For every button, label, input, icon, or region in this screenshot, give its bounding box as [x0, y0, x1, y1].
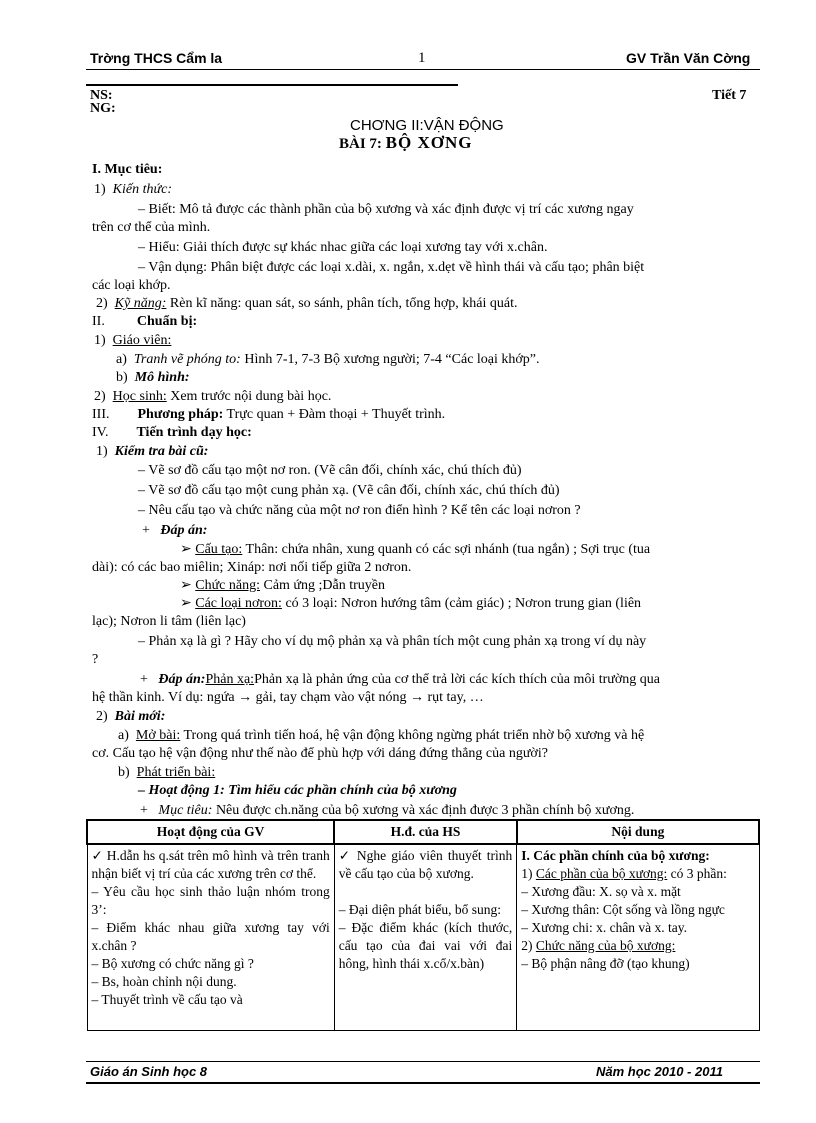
new-lesson: 2) Bài mới:: [96, 709, 166, 724]
content-title: I. Các phần chính của bộ xương:: [521, 848, 710, 863]
teacher-name: GV Trần Văn Cờng: [626, 50, 751, 66]
skills-line: 2) Kỹ năng: Rèn kĩ năng: quan sát, so sánh, phân tích, tổng hợp, khái quát.: [96, 296, 518, 311]
content-item: – Xương thân: Cột sống và lồng ngực: [521, 902, 725, 917]
knowledge-heading: 1) Kiến thức:: [94, 182, 173, 197]
table-row: [87, 844, 759, 1030]
teacher-prep: 1) Giáo viên:: [94, 333, 172, 348]
text-line: cơ. Cấu tạo hệ vận động như thế nào để phù hợp với dáng đứng thẳng của người?: [92, 746, 548, 761]
content-parts: 1) Các phần của bộ xương: có 3 phần:: [521, 866, 727, 881]
school-name: Trờng THCS Cẩm la: [90, 50, 223, 66]
col-header-gv: Hoạt động của GV: [87, 820, 334, 844]
page-number: 1: [418, 50, 426, 66]
content-item: – Xương đầu: X. sọ và x. mặt: [521, 884, 681, 899]
gv-item: – Thuyết trình về cấu tạo và: [91, 992, 243, 1007]
prep-a: a) Tranh vẽ phóng to: Hình 7-1, 7-3 Bộ xương người; 7-4 “Các loại khớp”.: [116, 352, 540, 367]
gv-item: – Yêu cầu học sinh thảo luận nhóm trong 3’:: [91, 884, 330, 917]
content-item: – Xương chi: x. chân và x. tay.: [521, 920, 688, 935]
prep-b: b) Mô hình:: [116, 370, 190, 385]
text-line: – Vận dụng: Phân biệt được các loại x.dài, x. ngắn, x.dẹt về hình thái và cấu tạo; phân biệt: [138, 260, 645, 275]
col-header-hs: H.đ. của HS: [334, 820, 517, 844]
question-line: – Vẽ sơ đồ cấu tạo một nơ ron. (Vẽ cân đối, chính xác, chú thích đủ): [138, 463, 522, 478]
content-cell: [517, 844, 759, 1030]
answer-structure: ➢ Cấu tạo: Thân: chứa nhân, xung quanh có các sợi nhánh (tua ngắn) ; Sợi trục (tua: [180, 542, 651, 557]
activity-1: – Hoạt động 1: Tìm hiểu các phần chính của bộ xương: [138, 783, 457, 798]
ns-label: NS:: [90, 88, 113, 103]
lesson-number: Tiết 7: [712, 88, 747, 103]
lesson-prefix: BÀI 7:: [339, 136, 382, 152]
section-objectives: I. Mục tiêu:: [92, 162, 163, 177]
col-header-content: Nội dung: [517, 820, 759, 844]
lesson-title: [339, 133, 472, 153]
activity-table: [86, 819, 760, 1031]
footer-left: Giáo án Sinh học 8: [90, 1064, 208, 1079]
answer-label: + Đáp án:: [142, 523, 208, 538]
old-lesson-check: 1) Kiểm tra bài cũ:: [96, 444, 209, 459]
text-line: – Biết: Mô tả được các thành phần của bộ xương và xác định được vị trí các xương ngay: [138, 202, 634, 217]
intro-line: a) Mở bài: Trong quá trình tiến hoá, hệ vận động không ngừng phát triển nhờ bộ xương và hệ: [118, 728, 645, 743]
hs-item: ✓ Nghe giáo viên thuyết trình về cấu tạo của bộ xương.: [338, 848, 513, 881]
hs-item: – Đại diện phát biểu, bổ sung:: [338, 902, 502, 917]
reflex-answer: + Đáp án:Phản xạ:Phản xạ là phản ứng của cơ thể trả lời các kích thích của môi trường qua: [140, 672, 660, 687]
text-line: các loại khớp.: [92, 278, 171, 293]
footer-rule: [86, 1061, 760, 1062]
gv-item: – Điểm khác nhau giữa xương tay với x.chân ?: [91, 920, 330, 953]
text-line: dài): có các bao miêlin; Xináp: nơi nối tiếp giữa 2 nơron.: [92, 560, 412, 575]
gv-item: – Bộ xương có chức năng gì ?: [91, 956, 254, 971]
question-line: – Vẽ sơ đồ cấu tạo một cung phản xạ. (Vẽ cân đối, chính xác, chú thích đủ): [138, 483, 560, 498]
section-prep: II. Chuẩn bị:: [92, 314, 198, 329]
question-line: – Phản xạ là gì ? Hãy cho ví dụ mộ phản xạ và phân tích một cung phản xạ trong ví dụ này: [138, 634, 647, 649]
ng-label: NG:: [90, 101, 116, 116]
footer-underline: [86, 1082, 760, 1084]
question-line: – Nêu cấu tạo và chức năng của một nơ ron điển hình ? Kể tên các loại nơron ?: [138, 503, 581, 518]
hs-cell: [334, 844, 517, 1030]
text-line: trên cơ thể của mình.: [92, 220, 211, 235]
table-header-row: [87, 820, 759, 844]
hs-item: – Đặc điểm khác (kích thước, cấu tạo của đai vai với đai hông, hình thái x.cổ/x.bàn): [338, 920, 513, 971]
content-item: – Bộ phận nâng đỡ (tạo khung): [521, 956, 690, 971]
header-rule: [86, 69, 760, 70]
header-short-rule: [86, 84, 458, 86]
develop-lesson: b) Phát triển bài:: [118, 765, 216, 780]
answer-function: ➢ Chức năng: Cảm ứng ;Dẫn truyền: [180, 578, 385, 593]
text-line: – Hiểu: Giải thích được sự khác nhac giữa các loại xương tay với x.chân.: [138, 240, 548, 255]
text-line: ?: [92, 652, 99, 667]
text-line: lạc); Nơron li tâm (liên lạc): [92, 614, 246, 629]
text-line: hệ thần kinh. Ví dụ: ngứa → gải, tay chạm vào vật nóng → rụt tay, …: [92, 690, 484, 705]
gv-item: ✓ H.dẫn hs q.sát trên mô hình và trên tranh nhận biết vị trí của các xương trên cơ thể.: [91, 848, 330, 881]
student-prep: 2) Học sinh: Xem trước nội dung bài học.: [94, 389, 332, 404]
section-process: IV. Tiến trình dạy học:: [92, 425, 252, 440]
answer-types: ➢ Các loại nơron: có 3 loại: Nơron hướng tâm (cảm giác) ; Nơron trung gian (liên: [180, 596, 642, 611]
lesson-body: [92, 161, 752, 818]
lesson-name: BỘ XƠNG: [385, 133, 473, 152]
footer-right: Năm học 2010 - 2011: [596, 1064, 723, 1079]
gv-item: – Bs, hoàn chỉnh nội dung.: [91, 974, 237, 989]
content-function: 2) Chức năng của bộ xương:: [521, 938, 676, 953]
chapter-title: CHƠNG II:VẬN ĐỘNG: [350, 117, 504, 134]
section-method: III. Phương pháp: Trực quan + Đàm thoại + Thuyết trình.: [92, 407, 446, 422]
gv-cell: [87, 844, 334, 1030]
activity-goal: + Mục tiêu: Nêu được ch.năng của bộ xương và xác định được 3 phần chính bộ xương.: [140, 803, 635, 818]
